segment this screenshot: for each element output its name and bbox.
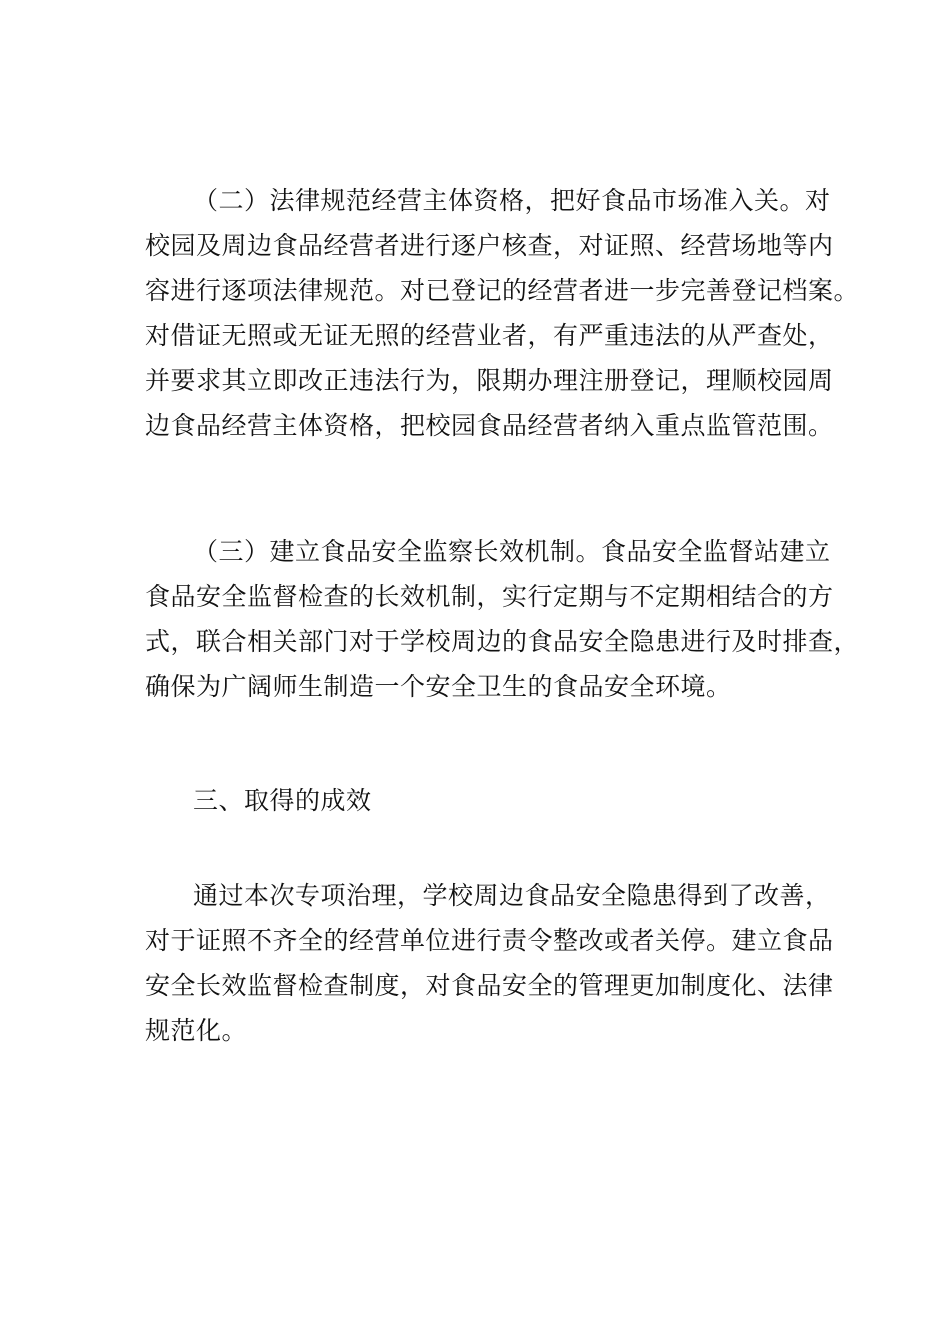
paragraph-line: 边食品经营主体资格，把校园食品经营者纳入重点监管范围。: [145, 411, 834, 440]
paragraph-line: 对借证无照或无证无照的经营业者，有严重违法的从严查处，: [145, 321, 834, 350]
paragraph-line: 规范化。: [145, 1016, 248, 1045]
paragraph-line: 式，联合相关部门对于学校周边的食品安全隐患进行及时排查，: [145, 627, 860, 656]
paragraph-line: 容进行逐项法律规范。对已登记的经营者进一步完善登记档案。: [145, 276, 860, 305]
paragraph-line: 并要求其立即改正违法行为，限期办理注册登记，理顺校园周: [145, 366, 834, 395]
paragraph-long-term-mechanism: [145, 529, 860, 709]
paragraph-line: 对于证照不齐全的经营单位进行责令整改或者关停。建立食品: [145, 926, 834, 955]
paragraph-line: （三）建立食品安全监察长效机制。食品安全监督站建立: [193, 537, 831, 566]
section-heading: [145, 778, 835, 823]
paragraph-line: 确保为广阔师生制造一个安全卫生的食品安全环境。: [145, 672, 732, 701]
paragraph-business-qualification: [145, 178, 860, 448]
paragraph-line: （二）法律规范经营主体资格，把好食品市场准入关。对: [193, 186, 831, 215]
paragraph-results: [145, 873, 835, 1053]
paragraph-line: 校园及周边食品经营者进行逐户核查，对证照、经营场地等内: [145, 231, 834, 260]
paragraph-line: 食品安全监督检查的长效机制，实行定期与不定期相结合的方: [145, 582, 834, 611]
paragraph-line: 安全长效监督检查制度，对食品安全的管理更加制度化、法律: [145, 971, 834, 1000]
section-heading-text: 三、取得的成效: [193, 786, 372, 815]
paragraph-line: 通过本次专项治理，学校周边食品安全隐患得到了改善，: [193, 881, 831, 910]
